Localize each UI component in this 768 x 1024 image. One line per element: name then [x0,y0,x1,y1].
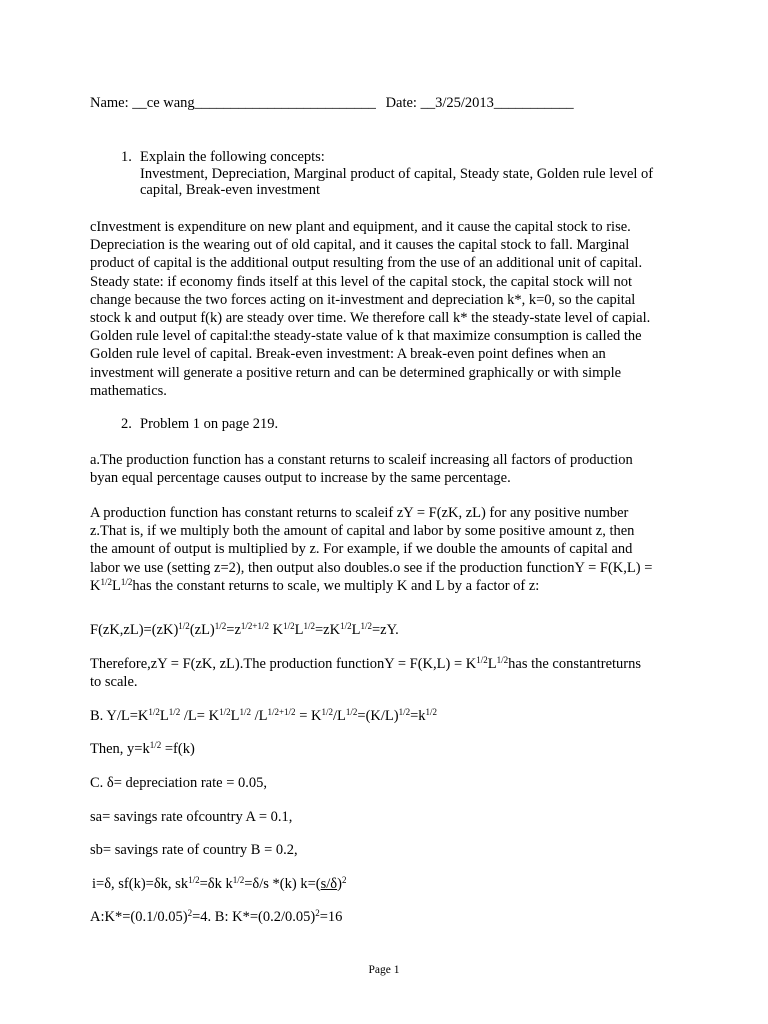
exponent: 1/2 [149,740,162,750]
eq-part: =δk k [199,876,233,892]
eq-part: L [487,656,497,672]
eq-part: F(zK,zL)=(zK) [90,622,179,638]
exponent: 1/2 [168,707,181,717]
eq-part: B. Y/L=K [90,708,149,724]
equation-then [90,741,195,758]
eq-part: (zL) [189,622,215,638]
exponent: 1/2 [178,621,190,631]
eq-part: =k [410,708,426,724]
eq-part: =(K/L) [357,708,399,724]
answer1-line: Depreciation is the wearing out of old capital, and it causes the capital stock to fall. Marginal [90,237,630,254]
q1-number: 1. [121,149,132,165]
exponent: 2 [315,908,320,918]
exponent: 1/2+1/2 [240,621,269,631]
exponent: 1/2 [232,875,245,885]
crs-line: the amount of output is multiplied by z. For example, if we double the amounts of capital and [90,541,633,558]
date-label: Date: [385,95,417,111]
equation-part-b [90,708,437,725]
exponent: 1/2 [476,655,488,665]
eq-part: i=δ, sf(k)=δk, sk [92,876,189,892]
name-label: Name: [90,95,129,111]
exponent: 1/2 [496,655,509,665]
answer1-line: cInvestment is expenditure on new plant and equipment, and it cause the capital stock to rise. [90,219,631,235]
answer1-line: change because the two forces acting on it-investment and depreciation k*, k=0, so the capital [90,291,636,308]
therefore-line: to scale. [90,674,138,691]
answer1-line: product of capital is the additional output resulting from the use of an additional unit of capital. [90,255,643,272]
exponent: 1/2 [120,576,133,587]
exponent: 1/2 [303,621,315,631]
eq-part: has the constantreturns [508,656,642,672]
answer1-line: investment will generate a positive return and can be determined graphically or with simple [90,364,622,381]
eq-part: ) [337,876,342,892]
exponent: 1/2 [321,707,333,717]
eq-part: L [230,708,240,724]
part-c-line: C. δ= depreciation rate = 0.05, [90,775,267,791]
sa-line: sa= savings rate ofcountry A = 0.1, [90,809,293,825]
answer1-line: Steady state: if economy finds itself at this level of the capital stock, the capital stock will not [90,273,633,290]
eq-part: /L= K [180,708,220,724]
header-line [90,95,574,112]
answer1-line: mathematics. [90,382,167,399]
part-a-line: byan equal percentage causes output to increase by the same percentage. [90,470,511,487]
exponent: 1/2 [425,707,438,717]
eq-part: /L [250,708,268,724]
eq-part: =δ/s *(k) k=( [244,876,321,892]
date-value: __3/25/2013___________ [420,95,574,111]
q1-text [140,149,653,199]
q1-line: capital, Break-even investment [140,182,320,198]
eq-part: s/δ [320,876,338,892]
eq-part: = K [295,708,322,724]
eq-part: =zY. [371,622,399,638]
therefore-paragraph [90,655,641,691]
crs-line: A production function has constant returns to scaleif zY = F(zK, zL) for any positive number [90,505,629,521]
exponent: 1/2 [345,707,358,717]
exponent: 1/2 [148,707,160,717]
sb-line: sb= savings rate of country B = 0.2, [90,842,298,858]
eq-part: L [351,622,361,638]
page-number: Page 1 [368,964,400,976]
eq-part: =4. B: K*=(0.2/0.05) [192,909,316,925]
eq-part: K [268,622,284,638]
q2-number: 2. [121,416,132,432]
eq-part: A:K*=(0.1/0.05) [90,909,188,925]
exponent: 1/2 [219,707,231,717]
eq-part: Then, y=k [90,741,150,757]
eq-part: =f(k) [161,741,195,757]
answer1-paragraph [90,218,650,400]
crs-l: L [112,577,121,594]
name-value: __ce wang_________________________ [132,95,376,111]
equation-fzkzl [90,622,399,639]
part-a-line: a.The production function has a constant returns to scaleif increasing all factors of production [90,452,633,468]
q2-text: Problem 1 on page 219. [140,416,279,432]
crs-paragraph [90,504,652,595]
exponent: 1/2 [283,621,295,631]
exponent: 1/2 [360,621,372,631]
exponent: 2 [187,908,193,918]
equation-steady [92,876,346,893]
answer1-line: Golden rule level of capital. Break-even investment: A break-even point defines when an [90,346,606,363]
exponent: 1/2 [239,707,251,717]
part-a-paragraph [90,451,633,487]
crs-line: labor we use (setting z=2), then output also doubles.o see if the production functionY = F(K,L) = [90,559,653,576]
eq-part: =zK [314,622,341,638]
exponent: 1/2 [188,875,200,885]
q1-line: Investment, Depreciation, Marginal product of capital, Steady state, Golden rule level of [140,165,654,182]
exponent: 2 [341,875,347,885]
eq-part: Therefore,zY = F(zK, zL).The production functionY = F(K,L) = K [90,656,477,672]
exponent: 1/2+1/2 [267,707,296,717]
crs-line [90,577,652,595]
equation-results [90,909,342,926]
eq-part: L [159,708,169,724]
eq-part: /L [332,708,346,724]
exponent: 1/2 [398,707,411,717]
eq-part: =z [226,622,241,638]
crs-line: z.That is, if we multiply both the amount of capital and labor by some positive amount z, then [90,523,635,540]
answer1-line: stock k and output f(k) are steady over time. We therefore call k* the steady-state level of capial. [90,310,651,327]
eq-part: L [294,622,304,638]
q1-line: Explain the following concepts: [140,149,325,165]
crs-k: K [90,577,101,594]
exponent: 1/2 [100,576,112,587]
answer1-line: Golden rule level of capital:the steady-state value of k that maximize consumption is called the [90,328,642,345]
crs-rest: has the constant returns to scale, we multiply K and L by a factor of z: [132,577,540,594]
eq-part: =16 [319,909,343,925]
exponent: 1/2 [214,621,227,631]
exponent: 1/2 [340,621,352,631]
therefore-line [90,655,641,673]
